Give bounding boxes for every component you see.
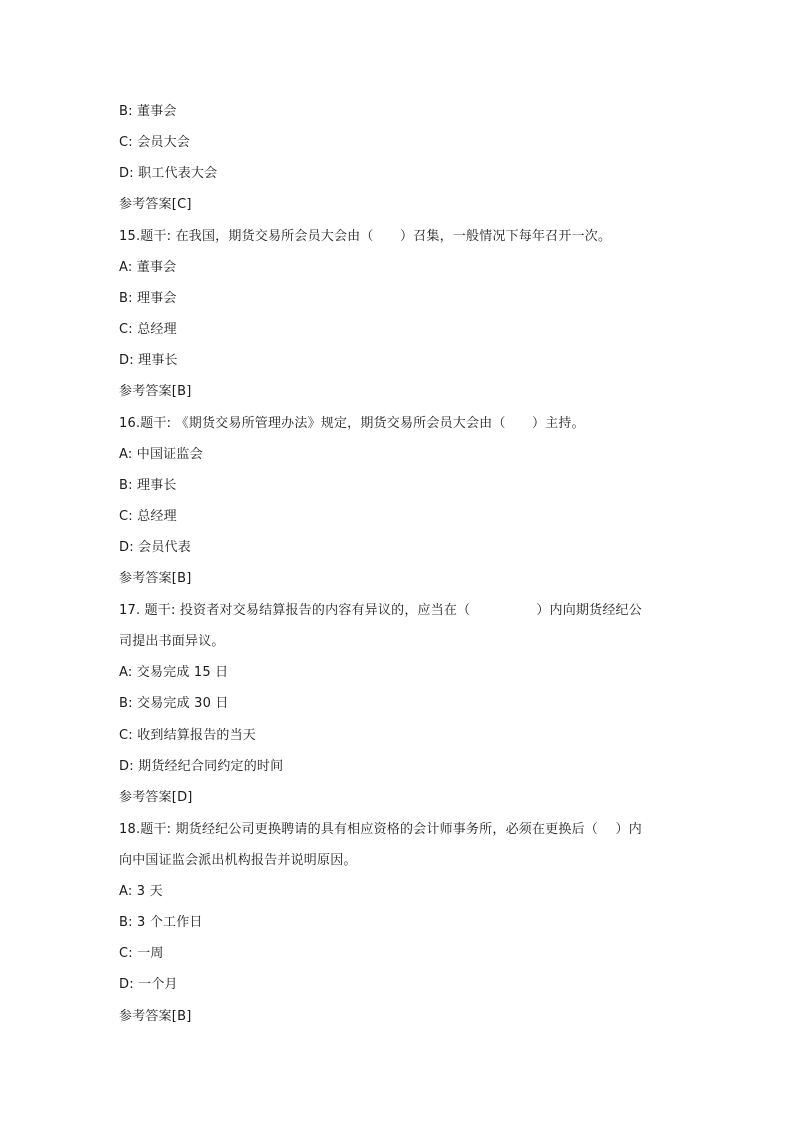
answer-q18: 参考答案[B]: [119, 1009, 192, 1024]
option-d-q18: D: 一个月: [119, 977, 178, 992]
option-a-q15: A: 董事会: [119, 260, 177, 275]
question-15-stem: 15.题干: 在我国，期货交易所会员大会由（ ）召集，一般情况下每年召开一次。: [119, 229, 612, 244]
option-c-q15: C: 总经理: [119, 322, 177, 337]
question-16-stem: 16.题干: 《期货交易所管理办法》规定，期货交易所会员大会由（ ）主持。: [119, 416, 585, 431]
answer-q17: 参考答案[D]: [119, 790, 193, 805]
option-a-q18: A: 3 天: [119, 884, 163, 899]
answer-q15: 参考答案[B]: [119, 384, 192, 399]
option-d-q15: D: 理事长: [119, 353, 178, 368]
option-b-q14: B: 董事会: [119, 104, 177, 119]
option-d-q14: D: 职工代表大会: [119, 166, 218, 181]
option-b-q18: B: 3 个工作日: [119, 915, 203, 930]
option-c-q18: C: 一周: [119, 946, 164, 961]
option-c-q17: C: 收到结算报告的当天: [119, 728, 256, 743]
option-a-q17: A: 交易完成 15 日: [119, 665, 229, 680]
option-b-q15: B: 理事会: [119, 291, 177, 306]
question-17-stem: 17. 题干: 投资者对交易结算报告的内容有异议的，应当在（ ）内向期货经纪公: [119, 603, 642, 618]
option-a-q16: A: 中国证监会: [119, 447, 203, 462]
option-c-q16: C: 总经理: [119, 509, 177, 524]
answer-q16: 参考答案[B]: [119, 571, 192, 586]
option-c-q14: C: 会员大会: [119, 135, 190, 150]
question-18-stem-cont: 向中国证监会派出机构报告并说明原因。: [119, 853, 357, 868]
answer-q14: 参考答案[C]: [119, 197, 192, 212]
option-d-q17: D: 期货经纪合同约定的时间: [119, 759, 284, 774]
option-b-q16: B: 理事长: [119, 478, 177, 493]
question-18-stem: 18.题干: 期货经纪公司更换聘请的具有相应资格的会计师事务所，必须在更换后（ ）内: [119, 822, 642, 837]
question-17-stem-cont: 司提出书面异议。: [119, 634, 225, 649]
option-b-q17: B: 交易完成 30 日: [119, 696, 229, 711]
option-d-q16: D: 会员代表: [119, 540, 191, 555]
